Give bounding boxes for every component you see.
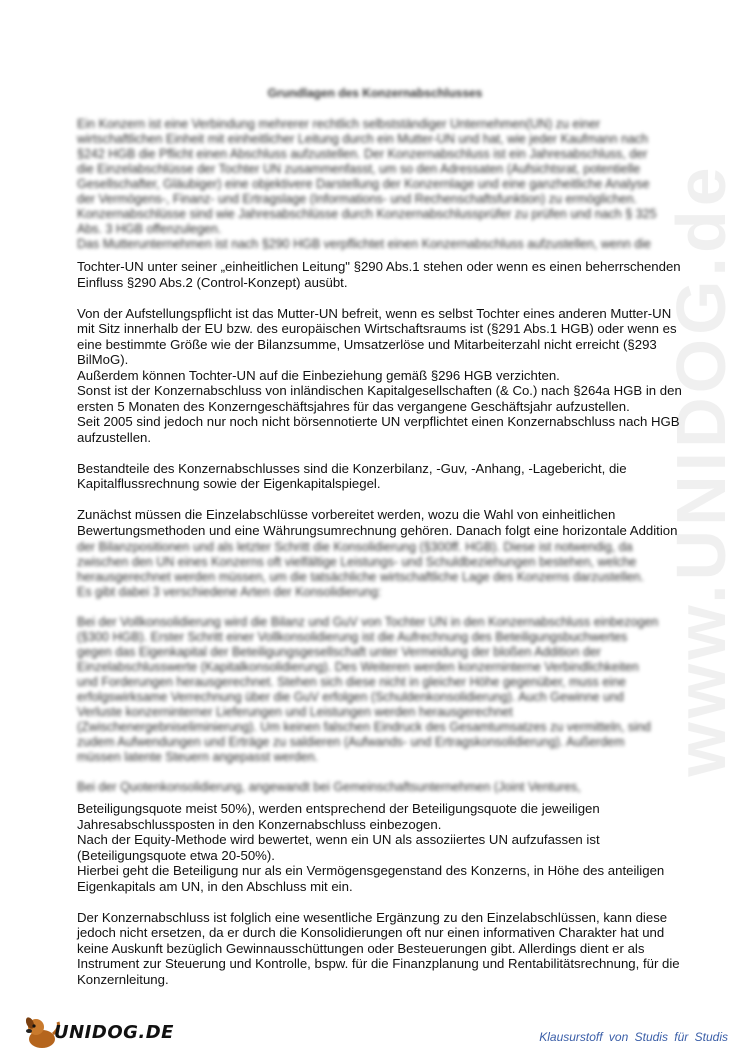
text-line: Seit 2005 sind jedoch nur noch nicht börsennotierte UN verpflichtet einen Konzernabschluss nach HGB	[77, 414, 680, 429]
blurred-text-line: Es gibt dabei 3 verschiedene Arten der Konsolidierung:	[77, 585, 382, 599]
text-line: Bestandteile des Konzernabschlusses sind die Konzerbilanz, -Guv, -Anhang, -Lagebericht, die	[77, 460, 627, 476]
blurred-text-line	[77, 765, 697, 780]
text-line: Von der Aufstellungspflicht ist das Mutter-UN befreit, wenn es selbst Tochter eines anderen Mutter-UN	[77, 305, 672, 321]
text-line: Einfluss §290 Abs.2 (Control-Konzept) ausübt.	[77, 274, 348, 290]
text-line: Nach der Equity-Methode wird bewertet, wenn ein UN als assoziiertes UN aufzufassen ist	[77, 832, 600, 847]
blurred-intro-paragraph	[77, 117, 697, 252]
visible-text-section-2	[77, 801, 697, 987]
blurred-text-line: Bei der Quotenkonsolidierung, angewandt bei Gemeinschaftsunternehmen (Joint Ventures,	[77, 780, 581, 794]
text-line: keine Auskunft bezüglich Gewinnausschüttungen oder Besteuerungen gibt. Allerdings dient er als	[77, 940, 645, 956]
blurred-text-line: Gesellschafter, Gläubiger) eine objektivere Darstellung der Konzernlage und eine ganzheitliche Analyse	[77, 177, 650, 191]
text-line	[77, 492, 697, 508]
blurred-text-line: Konzernabschlüsse sind wie Jahresabschlüsse durch Konzernabschlussprüfer zu prüfen und nach § 325	[77, 207, 657, 221]
blurred-text-line: Das Mutterunternehmen ist nach §290 HGB verpflichtet einen Konzernabschluss aufzustellen, wenn die	[77, 237, 651, 251]
blurred-text-line: zudem Aufwendungen und Erträge zu saldieren (Aufwands- und Ertragskonsolidierung). Außerdem	[77, 735, 625, 749]
text-line: Tochter-UN unter seiner „einheitlichen Leitung" §290 Abs.1 stehen oder wenn es einen beherrschenden	[77, 259, 681, 274]
blurred-text-line: zwischen den UN eines Konzerns oft vielfältige Leistungs- und Schuldbeziehungen bestehen, welche	[77, 555, 637, 569]
text-line: ersten 5 Monaten des Konzerngeschäftsjahres für das vergangene Geschäftsjahr aufzustellen.	[77, 398, 630, 414]
blurred-text-line: Abs. 3 HGB offenzulegen.	[77, 222, 222, 236]
blurred-text-line: gegen das Eigenkapital der Beteiligungsgesellschaft unter Vermeidung der bloßen Addition der	[77, 645, 601, 659]
text-line: Kapitalflussrechnung sowie der Eigenkapitalspiegel.	[77, 476, 381, 491]
blurred-text-line: die Einzelabschlüsse der Tochter UN zusammenfasst, um so den Adressaten (Aufsichtsrat, potentielle	[77, 162, 641, 176]
blurred-text-line: erfolgswirksame Verrechnung über die GuV erfolgen (Schuldenkonsolidierung). Auch Gewinne und	[77, 690, 624, 704]
blurred-text-line: wirtschaftlichen Einheit mit einheitlicher Leitung durch ein Mutter-UN und hat, wie jeder Kaufmann nach	[77, 132, 649, 146]
logo-text: UNIDOG.DE	[54, 1022, 174, 1043]
text-line: Außerdem können Tochter-UN auf die Einbeziehung gemäß §296 HGB verzichten.	[77, 367, 560, 383]
text-line	[77, 290, 697, 306]
page-title: Grundlagen des Konzernabschlusses	[267, 86, 483, 100]
blurred-text-line: (§300 HGB). Erster Schritt einer Vollkonsolidierung ist die Aufrechnung des Beteiligungsbuchwertes	[77, 630, 628, 644]
text-line: (Beteiligungsquote etwa 20-50%).	[77, 847, 275, 863]
text-line: Zunächst müssen die Einzelabschlüsse vorbereitet werden, wozu die Wahl von einheitlichen	[77, 507, 616, 522]
text-line: Eigenkapitals am UN, in den Abschluss mit ein.	[77, 878, 353, 894]
text-line: jedoch nicht ersetzen, da er durch die Konsolidierungen oft nur einen informativen Charakter hat und	[77, 925, 665, 940]
unidog-logo[interactable]	[22, 1012, 174, 1052]
blurred-text-line: herausgerechnet werden müssen, um die tatsächliche wirtschaftliche Lage des Konzerns darzustellen.	[77, 570, 644, 584]
text-line	[77, 445, 697, 461]
visible-text-section-1	[77, 259, 697, 538]
blurred-text-line: müssen latente Steuern angepasst werden.	[77, 750, 319, 764]
text-line: Hierbei geht die Beteiligung nur als ein Vermögensgegenstand des Konzerns, in Höhe des anteiligen	[77, 863, 665, 878]
blurred-text-line: Einzelabschlusswerte (Kapitalkonsolidierung). Des Weiteren werden konzerninterne Verbindlichkeiten	[77, 660, 639, 674]
footer-tagline: Klausurstoff von Studis für Studis	[539, 1030, 728, 1044]
blurred-text-line: (Zwischenergebniseliminierung). Um keinen falschen Eindruck des Gesamtumsatzes zu vermitteln, sind	[77, 720, 651, 734]
text-line: Sonst ist der Konzernabschluss von inländischen Kapitalgesellschaften (& Co.) nach §264a HGB in den	[77, 383, 682, 398]
blurred-text-line: Verluste konzerninterner Lieferungen und Leistungen werden herausgerechnet	[77, 705, 513, 719]
blurred-text-line: §242 HGB die Pflicht einen Abschluss aufzustellen. Der Konzernabschluss ist ein Jahresabschluss, der	[77, 147, 648, 161]
blurred-middle-paragraphs	[77, 540, 697, 795]
text-line: Jahresabschlussposten in den Konzernabschluss einbezogen.	[77, 816, 442, 832]
blurred-text-line	[77, 600, 697, 615]
text-line: Konzernleitung.	[77, 971, 169, 987]
blurred-text-line: der Vermögens-, Finanz- und Ertragslage (Informations- und Rechenschaftsfunktion) zu ermöglichen.	[77, 192, 638, 206]
text-line: aufzustellen.	[77, 429, 152, 445]
text-line: Bewertungsmethoden und eine Währungsumrechnung gehören. Danach folgt eine horizontale Addition	[77, 522, 678, 538]
text-line	[77, 894, 697, 910]
text-line: eine bestimmte Größe wie der Bilanzsumme, Umsatzerlöse und Mitarbeiterzahl nicht erreicht (§293	[77, 336, 657, 352]
text-line: BilMoG).	[77, 352, 129, 367]
blurred-text-line: der Bilanzpositionen und als letzter Schritt die Konsolidierung (§300ff. HGB). Diese ist notwendig, da	[77, 540, 633, 554]
watermark-text: www.UNIDOG.de	[662, 163, 740, 777]
blurred-text-line: Bei der Vollkonsolidierung wird die Bilanz und GuV von Tochter UN in den Konzernabschluss einbezogen	[77, 615, 659, 629]
text-line: Beteiligungsquote meist 50%), werden entsprechend der Beteiligungsquote die jeweiligen	[77, 801, 600, 816]
text-line: Der Konzernabschluss ist folglich eine wesentliche Ergänzung zu den Einzelabschlüssen, kann diese	[77, 909, 668, 925]
blurred-text-line: Ein Konzern ist eine Verbindung mehrerer rechtlich selbstständiger Unternehmen(UN) zu einer	[77, 117, 601, 131]
blurred-text-line: und Forderungen herausgerechnet. Stehen sich diese nicht in gleicher Höhe gegenüber, muss eine	[77, 675, 626, 689]
text-line: mit Sitz innerhalb der EU bzw. des europäischen Wirtschaftsraums ist (§291 Abs.1 HGB) oder wenn es	[77, 321, 677, 336]
text-line: Instrument zur Steuerung und Kontrolle, bspw. für die Finanzplanung und Rentabilitätsrechnung, für die	[77, 956, 680, 971]
